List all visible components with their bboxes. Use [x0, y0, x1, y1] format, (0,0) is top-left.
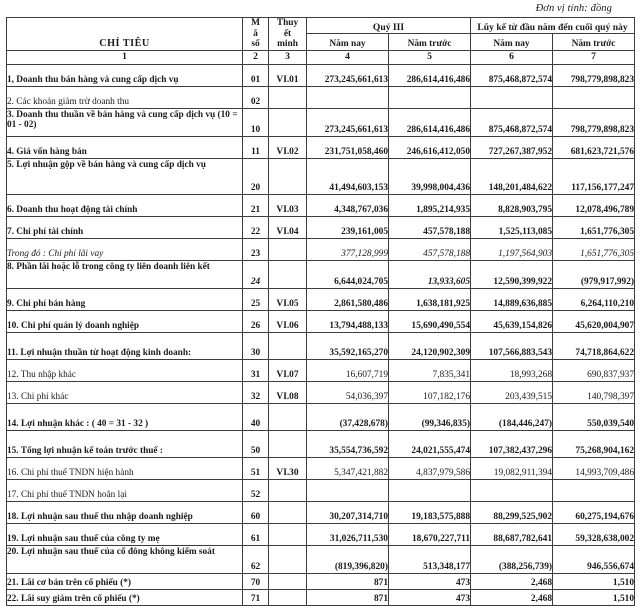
row-note-ref [269, 108, 307, 136]
row-label: 6. Doanh thu hoạt động tài chính [7, 194, 243, 216]
value-cumulative-last-year [553, 479, 635, 501]
value-cumulative-last-year: 75,268,904,162 [553, 430, 635, 457]
table-row [7, 158, 635, 194]
value-cumulative-this-year: 2,468 [471, 573, 553, 589]
value-quarter-last-year: 107,182,176 [389, 381, 471, 403]
value-quarter-this-year: 16,607,719 [307, 359, 389, 381]
value-cumulative-this-year: 19,082,911,394 [471, 457, 553, 479]
value-quarter-last-year: 15,690,490,554 [389, 310, 471, 332]
value-quarter-this-year: 5,347,421,882 [307, 457, 389, 479]
row-note-ref [269, 238, 307, 260]
value-quarter-last-year: 19,183,575,888 [389, 501, 471, 523]
row-code: 01 [243, 64, 269, 86]
value-quarter-last-year: 24,021,555,474 [389, 430, 471, 457]
header-code-col [243, 18, 269, 51]
header-cumulative-this-year: Năm nay [471, 34, 553, 50]
value-quarter-last-year: 7,835,341 [389, 359, 471, 381]
value-cumulative-this-year: 203,439,515 [471, 381, 553, 403]
table-row [7, 403, 635, 430]
row-label: 16. Chi phí thuế TNDN hiện hành [7, 457, 243, 479]
col-number-3: 3 [269, 50, 307, 64]
table-row [7, 332, 635, 359]
value-cumulative-this-year: 14,889,636,885 [471, 288, 553, 310]
value-quarter-last-year: 18,670,227,711 [389, 523, 471, 545]
value-cumulative-last-year: 45,620,004,907 [553, 310, 635, 332]
value-quarter-last-year [389, 479, 471, 501]
value-cumulative-last-year: 60,275,194,676 [553, 501, 635, 523]
value-cumulative-last-year: (979,917,992) [553, 260, 635, 288]
value-quarter-last-year: 457,578,188 [389, 238, 471, 260]
value-cumulative-this-year: (388,256,739) [471, 545, 553, 573]
row-code: 10 [243, 108, 269, 136]
value-cumulative-last-year: 1,510 [553, 573, 635, 589]
table-row [7, 238, 635, 260]
value-cumulative-this-year: 45,639,154,826 [471, 310, 553, 332]
row-note-ref: VI.04 [269, 216, 307, 238]
header-quarter-last-year: Năm trước [389, 34, 471, 50]
value-cumulative-this-year [471, 86, 553, 108]
value-cumulative-this-year: 875,468,872,574 [471, 108, 553, 136]
value-quarter-this-year: 4,348,767,036 [307, 194, 389, 216]
value-cumulative-last-year: 946,556,674 [553, 545, 635, 573]
value-quarter-last-year: 39,998,004,436 [389, 158, 471, 194]
row-label: 15. Tổng lợi nhuận kế toán trước thuế : [7, 430, 243, 457]
row-note-ref: VI.06 [269, 310, 307, 332]
value-cumulative-this-year [471, 479, 553, 501]
row-code: 51 [243, 457, 269, 479]
col-number-6: 6 [471, 50, 553, 64]
value-quarter-last-year: 1,638,181,925 [389, 288, 471, 310]
table-row [7, 288, 635, 310]
row-label: 8. Phần lãi hoặc lỗ trong công ty liên doanh liên kết [7, 260, 243, 288]
row-label: 9. Chi phí bán hàng [7, 288, 243, 310]
row-code: 32 [243, 381, 269, 403]
value-cumulative-last-year: 74,718,864,622 [553, 332, 635, 359]
row-label: 7. Chi phí tài chính [7, 216, 243, 238]
table-row [7, 501, 635, 523]
row-label: 2. Các khoản giảm trừ doanh thu [7, 86, 243, 108]
row-note-ref [269, 545, 307, 573]
row-code: 21 [243, 194, 269, 216]
row-note-ref [269, 501, 307, 523]
value-cumulative-this-year: 1,525,113,085 [471, 216, 553, 238]
value-quarter-last-year: 457,578,188 [389, 216, 471, 238]
value-quarter-this-year: 239,161,005 [307, 216, 389, 238]
row-label: 18. Lợi nhuận sau thuế thu nhập doanh nghiệp [7, 501, 243, 523]
row-note-ref [269, 260, 307, 288]
col-number-5: 5 [389, 50, 471, 64]
value-quarter-this-year: 35,592,165,270 [307, 332, 389, 359]
value-cumulative-last-year: 1,510 [553, 589, 635, 605]
row-note-ref [269, 523, 307, 545]
value-cumulative-this-year: 727,267,387,952 [471, 136, 553, 158]
value-cumulative-this-year: 88,687,782,641 [471, 523, 553, 545]
row-code: 60 [243, 501, 269, 523]
value-quarter-this-year: 54,036,397 [307, 381, 389, 403]
value-quarter-this-year [307, 86, 389, 108]
value-cumulative-last-year: 798,779,898,823 [553, 108, 635, 136]
value-quarter-this-year: 871 [307, 589, 389, 605]
value-cumulative-this-year: 1,197,564,903 [471, 238, 553, 260]
row-code: 40 [243, 403, 269, 430]
value-quarter-last-year: 513,348,177 [389, 545, 471, 573]
value-quarter-this-year: 377,128,999 [307, 238, 389, 260]
table-row [7, 573, 635, 589]
row-label: 10. Chi phí quản lý doanh nghiệp [7, 310, 243, 332]
row-note-ref: VI.05 [269, 288, 307, 310]
value-quarter-last-year: 24,120,902,309 [389, 332, 471, 359]
value-quarter-last-year: 473 [389, 589, 471, 605]
row-code: 70 [243, 573, 269, 589]
header-code-line-1: M [251, 18, 260, 28]
value-cumulative-this-year: 107,382,437,296 [471, 430, 553, 457]
value-quarter-this-year: 871 [307, 573, 389, 589]
table-row [7, 310, 635, 332]
value-quarter-this-year: 273,245,661,613 [307, 64, 389, 86]
row-label: 12. Thu nhập khác [7, 359, 243, 381]
unit-note: Đơn vị tính: đồng [535, 3, 612, 14]
value-cumulative-this-year: 148,201,484,622 [471, 158, 553, 194]
table-row [7, 589, 635, 605]
row-label: 17. Chi phí thuế TNDN hoãn lại [7, 479, 243, 501]
row-note-ref: VI.08 [269, 381, 307, 403]
table-row [7, 260, 635, 288]
value-quarter-this-year: 41,494,603,153 [307, 158, 389, 194]
header-group-quarter: Quý III [307, 18, 471, 34]
row-code: 23 [243, 238, 269, 260]
value-quarter-last-year: 286,614,416,486 [389, 108, 471, 136]
value-cumulative-last-year: 14,993,709,486 [553, 457, 635, 479]
value-cumulative-this-year: 88,299,525,902 [471, 501, 553, 523]
value-quarter-this-year: 31,026,711,530 [307, 523, 389, 545]
table-row [7, 194, 635, 216]
value-quarter-this-year: 231,751,058,460 [307, 136, 389, 158]
row-code: 11 [243, 136, 269, 158]
table-row [7, 136, 635, 158]
value-quarter-last-year: (99,346,835) [389, 403, 471, 430]
header-label-col: CHỈ TIÊU [7, 18, 243, 51]
table-row [7, 523, 635, 545]
table-row [7, 108, 635, 136]
value-quarter-this-year: (37,428,678) [307, 403, 389, 430]
value-quarter-last-year [389, 86, 471, 108]
header-cumulative-last-year: Năm trước [553, 34, 635, 50]
value-quarter-this-year: 13,794,488,133 [307, 310, 389, 332]
row-code: 25 [243, 288, 269, 310]
income-statement-table [6, 17, 635, 606]
row-code: 30 [243, 332, 269, 359]
row-code: 02 [243, 86, 269, 108]
value-cumulative-this-year: 18,993,268 [471, 359, 553, 381]
value-quarter-last-year: 473 [389, 573, 471, 589]
table-header [7, 18, 635, 65]
row-note-ref [269, 332, 307, 359]
value-quarter-last-year: 13,933,605 [389, 260, 471, 288]
value-quarter-last-year: 246,616,412,050 [389, 136, 471, 158]
row-label: 13. Chi phí khác [7, 381, 243, 403]
value-cumulative-this-year: 12,590,399,922 [471, 260, 553, 288]
value-quarter-this-year: (819,396,820) [307, 545, 389, 573]
header-note-col [269, 18, 307, 51]
row-code: 31 [243, 359, 269, 381]
row-label: 19. Lợi nhuận sau thuế của công ty mẹ [7, 523, 243, 545]
row-note-ref [269, 86, 307, 108]
row-note-ref [269, 479, 307, 501]
table-row [7, 479, 635, 501]
row-note-ref [269, 430, 307, 457]
col-number-2: 2 [243, 50, 269, 64]
header-row-top [7, 18, 635, 34]
table-row [7, 216, 635, 238]
value-cumulative-last-year: 12,078,496,789 [553, 194, 635, 216]
value-quarter-this-year: 273,245,661,613 [307, 108, 389, 136]
row-code: 22 [243, 216, 269, 238]
value-cumulative-last-year: 1,651,776,305 [553, 216, 635, 238]
value-cumulative-this-year: 107,566,883,543 [471, 332, 553, 359]
value-cumulative-last-year: 550,039,540 [553, 403, 635, 430]
row-label: 4. Giá vốn hàng bán [7, 136, 243, 158]
row-code: 20 [243, 158, 269, 194]
value-cumulative-last-year [553, 86, 635, 108]
header-code-line-2: ã [253, 28, 258, 39]
col-number-7: 7 [553, 50, 635, 64]
table-body [7, 64, 635, 605]
header-note-line-2: ết [283, 28, 292, 39]
table-row [7, 64, 635, 86]
row-note-ref [269, 589, 307, 605]
row-code: 62 [243, 545, 269, 573]
table-row [7, 457, 635, 479]
value-quarter-last-year: 1,895,214,935 [389, 194, 471, 216]
row-label: 3. Doanh thu thuần về bán hàng và cung cấp dịch vụ (10 = 01 - 02) [7, 108, 243, 136]
row-label: 11. Lợi nhuận thuần từ hoạt động kinh doanh: [7, 332, 243, 359]
row-note-ref [269, 158, 307, 194]
value-quarter-this-year: 30,207,314,710 [307, 501, 389, 523]
header-note-line-3: minh [277, 39, 298, 50]
value-cumulative-last-year: 140,798,397 [553, 381, 635, 403]
table-row [7, 86, 635, 108]
row-note-ref: VI.01 [269, 64, 307, 86]
value-quarter-last-year: 286,614,416,486 [389, 64, 471, 86]
row-label: 22. Lãi suy giảm trên cổ phiếu (*) [7, 589, 243, 605]
header-note-line-1: Thuy [276, 18, 299, 28]
value-cumulative-last-year: 681,623,721,576 [553, 136, 635, 158]
row-code: 26 [243, 310, 269, 332]
table-row [7, 430, 635, 457]
header-group-cumulative: Lũy kế từ đầu năm đến cuối quý này [471, 18, 635, 34]
value-quarter-this-year: 35,554,736,592 [307, 430, 389, 457]
col-number-1: 1 [7, 50, 243, 64]
value-cumulative-last-year: 6,264,110,210 [553, 288, 635, 310]
row-code: 71 [243, 589, 269, 605]
row-note-ref: VI.30 [269, 457, 307, 479]
value-cumulative-this-year: 875,468,872,574 [471, 64, 553, 86]
value-cumulative-last-year: 1,651,776,305 [553, 238, 635, 260]
row-label: Trong đó : Chi phí lãi vay [7, 238, 243, 260]
row-label: 20. Lợi nhuận sau thuế của cổ đông không kiểm soát [7, 545, 243, 573]
row-note-ref: VI.07 [269, 359, 307, 381]
row-code: 50 [243, 430, 269, 457]
row-label: 1, Doanh thu bán hàng và cung cấp dịch vụ [7, 64, 243, 86]
value-quarter-this-year: 2,861,580,486 [307, 288, 389, 310]
table-row [7, 359, 635, 381]
row-label: 5. Lợi nhuận gộp về bán hàng và cung cấp dịch vụ [7, 158, 243, 194]
row-code: 61 [243, 523, 269, 545]
header-quarter-this-year: Năm nay [307, 34, 389, 50]
row-code: 24 [243, 260, 269, 288]
header-code-line-3: số [251, 39, 260, 50]
value-quarter-this-year: 6,644,024,705 [307, 260, 389, 288]
value-cumulative-last-year: 117,156,177,247 [553, 158, 635, 194]
column-number-row [7, 50, 635, 64]
row-label: 21. Lãi cơ bản trên cổ phiếu (*) [7, 573, 243, 589]
value-cumulative-this-year: (184,446,247) [471, 403, 553, 430]
row-code: 52 [243, 479, 269, 501]
row-note-ref [269, 573, 307, 589]
row-note-ref: VI.02 [269, 136, 307, 158]
value-cumulative-this-year: 8,828,903,795 [471, 194, 553, 216]
row-note-ref: VI.03 [269, 194, 307, 216]
col-number-4: 4 [307, 50, 389, 64]
row-label: 14. Lợi nhuận khác : ( 40 = 31 - 32 ) [7, 403, 243, 430]
table-row [7, 545, 635, 573]
value-quarter-this-year [307, 479, 389, 501]
value-cumulative-this-year: 2,468 [471, 589, 553, 605]
value-cumulative-last-year: 690,837,937 [553, 359, 635, 381]
table-row [7, 381, 635, 403]
value-cumulative-last-year: 798,779,898,823 [553, 64, 635, 86]
value-cumulative-last-year: 59,328,638,002 [553, 523, 635, 545]
row-note-ref [269, 403, 307, 430]
value-quarter-last-year: 4,837,979,586 [389, 457, 471, 479]
